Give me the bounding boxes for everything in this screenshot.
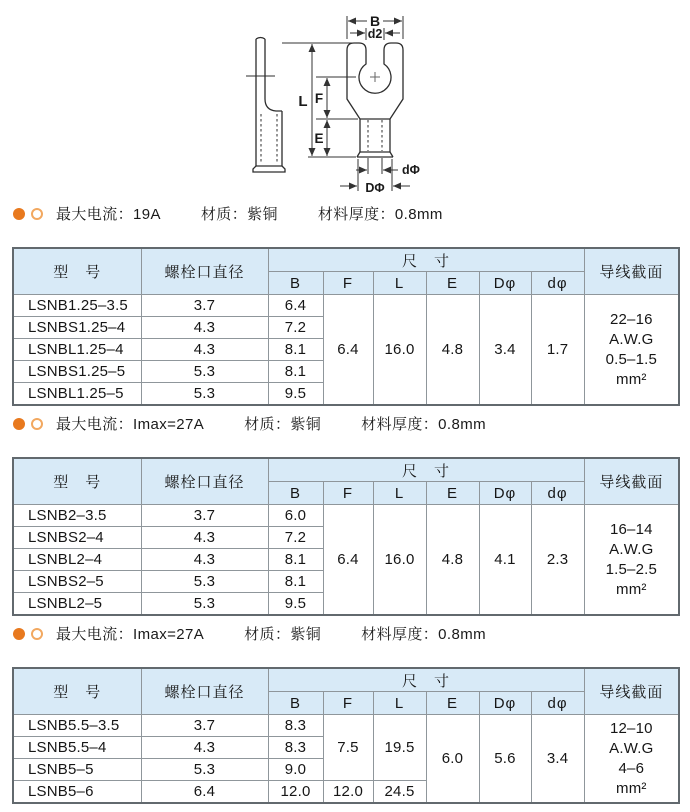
col-header-dim: E — [426, 482, 479, 505]
col-header-dim: Dφ — [479, 272, 531, 295]
table-cell: 19.5 — [373, 715, 426, 781]
table-cell: 3.7 — [141, 715, 268, 737]
table-cell: 7.2 — [268, 527, 323, 549]
spec-table-3 — [12, 667, 680, 804]
max-current: 最大电流：19A — [56, 206, 161, 223]
table-cell: LSNB5–6 — [13, 781, 141, 804]
table-cell: LSNBS1.25–5 — [13, 361, 141, 383]
thickness: 材料厚度：0.8mm — [361, 416, 487, 433]
table-cell: 9.5 — [268, 593, 323, 616]
table-cell: 12.0 — [323, 781, 373, 804]
dim-label-d-phi: dΦ — [402, 163, 420, 177]
terminal-diagram — [178, 6, 518, 201]
table-cell: 3.7 — [141, 295, 268, 317]
table-cell: LSNBS1.25–4 — [13, 317, 141, 339]
col-header-bolt-diameter: 螺栓口直径 — [141, 248, 268, 295]
hollow-dot-icon — [31, 208, 43, 220]
table-cell: LSNBL2–4 — [13, 549, 141, 571]
col-header-model: 型 号 — [13, 458, 141, 505]
table-cell: 6.0 — [426, 715, 479, 804]
table-row — [13, 295, 679, 317]
col-header-dim: E — [426, 272, 479, 295]
dim-label-E: E — [314, 131, 324, 146]
table-cell: 3.7 — [141, 505, 268, 527]
table-cell: LSNBL1.25–5 — [13, 383, 141, 406]
table-cell: 8.1 — [268, 549, 323, 571]
table-cell: 8.3 — [268, 715, 323, 737]
table-cell: 4.3 — [141, 339, 268, 361]
table-cell: 4.3 — [141, 317, 268, 339]
col-header-dim: dφ — [531, 692, 584, 715]
col-header-dim: L — [373, 272, 426, 295]
dim-label-F: F — [314, 91, 324, 106]
table-cell: 6.0 — [268, 505, 323, 527]
col-header-dim: dφ — [531, 272, 584, 295]
table-cell: LSNB1.25–3.5 — [13, 295, 141, 317]
table-cell: 5.6 — [479, 715, 531, 804]
col-header-dim: Dφ — [479, 692, 531, 715]
col-header-wire-section: 导线截面 — [584, 458, 679, 505]
table-cell: 4.3 — [141, 737, 268, 759]
table-cell: 9.5 — [268, 383, 323, 406]
table-cell: 8.1 — [268, 361, 323, 383]
col-header-dim: E — [426, 692, 479, 715]
spec-note-1 — [13, 203, 443, 224]
header-row — [13, 668, 679, 692]
table-cell: 7.5 — [323, 715, 373, 781]
table-cell: 8.3 — [268, 737, 323, 759]
table-cell: 12.0 — [268, 781, 323, 804]
material: 材质：紫铜 — [244, 416, 322, 433]
table-cell: 12–10 A.W.G 4–6 mm² — [584, 715, 679, 804]
hollow-dot-icon — [31, 418, 43, 430]
table-cell: 4.8 — [426, 505, 479, 616]
table-cell: 7.2 — [268, 317, 323, 339]
table-cell: 5.3 — [141, 759, 268, 781]
col-header-wire-section: 导线截面 — [584, 668, 679, 715]
hole-center-cross — [370, 72, 380, 82]
table-cell: 5.3 — [141, 593, 268, 616]
col-header-model: 型 号 — [13, 668, 141, 715]
table-cell: 4.1 — [479, 505, 531, 616]
header-row — [13, 458, 679, 482]
table-cell: LSNBS2–4 — [13, 527, 141, 549]
thickness: 材料厚度：0.8mm — [317, 206, 443, 223]
col-header-dim: L — [373, 692, 426, 715]
table-cell: 2.3 — [531, 505, 584, 616]
max-current: 最大电流：Imax=27A — [56, 626, 205, 643]
table-cell: 16.0 — [373, 505, 426, 616]
filled-dot-icon — [13, 418, 25, 430]
table-row — [13, 505, 679, 527]
col-header-dim: F — [323, 482, 373, 505]
col-header-dim: L — [373, 482, 426, 505]
table-cell: 5.3 — [141, 383, 268, 406]
col-header-wire-section: 导线截面 — [584, 248, 679, 295]
filled-dot-icon — [13, 628, 25, 640]
table-cell: 6.4 — [323, 505, 373, 616]
col-header-dim: B — [268, 272, 323, 295]
table-cell: 24.5 — [373, 781, 426, 804]
table-cell: 6.4 — [141, 781, 268, 804]
spec-note-2 — [13, 413, 486, 434]
col-header-dim: B — [268, 692, 323, 715]
col-header-dim: F — [323, 692, 373, 715]
terminal-front-view — [347, 43, 403, 157]
spec-table-1 — [12, 247, 680, 406]
dim-label-D-phi: DΦ — [365, 181, 385, 195]
col-header-model: 型 号 — [13, 248, 141, 295]
col-header-dimensions: 尺 寸 — [268, 248, 584, 272]
table-cell: LSNB5.5–4 — [13, 737, 141, 759]
col-header-bolt-diameter: 螺栓口直径 — [141, 668, 268, 715]
col-header-dim: F — [323, 272, 373, 295]
table-cell: 3.4 — [531, 715, 584, 804]
header-row — [13, 248, 679, 272]
table-cell: LSNB5–5 — [13, 759, 141, 781]
table-cell: LSNB5.5–3.5 — [13, 715, 141, 737]
dim-label-d2: d2 — [367, 27, 383, 41]
terminal-side-view — [246, 38, 285, 173]
max-current: 最大电流：Imax=27A — [56, 416, 205, 433]
spec-table-2 — [12, 457, 680, 616]
col-header-dimensions: 尺 寸 — [268, 458, 584, 482]
table-cell: LSNBL1.25–4 — [13, 339, 141, 361]
table-cell: 8.1 — [268, 339, 323, 361]
dim-label-B: B — [369, 13, 381, 29]
table-cell: LSNB2–3.5 — [13, 505, 141, 527]
thickness: 材料厚度：0.8mm — [361, 626, 487, 643]
col-header-bolt-diameter: 螺栓口直径 — [141, 458, 268, 505]
table-cell: 4.3 — [141, 527, 268, 549]
table-cell: 9.0 — [268, 759, 323, 781]
table-cell: 8.1 — [268, 571, 323, 593]
table-cell: 16–14 A.W.G 1.5–2.5 mm² — [584, 505, 679, 616]
col-header-dim: Dφ — [479, 482, 531, 505]
col-header-dimensions: 尺 寸 — [268, 668, 584, 692]
table-cell: 4.3 — [141, 549, 268, 571]
table-cell: 4.8 — [426, 295, 479, 406]
col-header-dim: dφ — [531, 482, 584, 505]
table-cell: 5.3 — [141, 361, 268, 383]
spec-note-3 — [13, 623, 486, 644]
table-cell: 6.4 — [323, 295, 373, 406]
dim-label-L: L — [298, 93, 308, 110]
filled-dot-icon — [13, 208, 25, 220]
material: 材质：紫铜 — [244, 626, 322, 643]
material: 材质：紫铜 — [200, 206, 278, 223]
table-cell: 22–16 A.W.G 0.5–1.5 mm² — [584, 295, 679, 406]
table-cell: 16.0 — [373, 295, 426, 406]
table-cell: 1.7 — [531, 295, 584, 406]
col-header-dim: B — [268, 482, 323, 505]
table-cell: 6.4 — [268, 295, 323, 317]
hollow-dot-icon — [31, 628, 43, 640]
table-cell: LSNBL2–5 — [13, 593, 141, 616]
table-cell: LSNBS2–5 — [13, 571, 141, 593]
table-cell: 3.4 — [479, 295, 531, 406]
table-row — [13, 715, 679, 737]
table-cell: 5.3 — [141, 571, 268, 593]
